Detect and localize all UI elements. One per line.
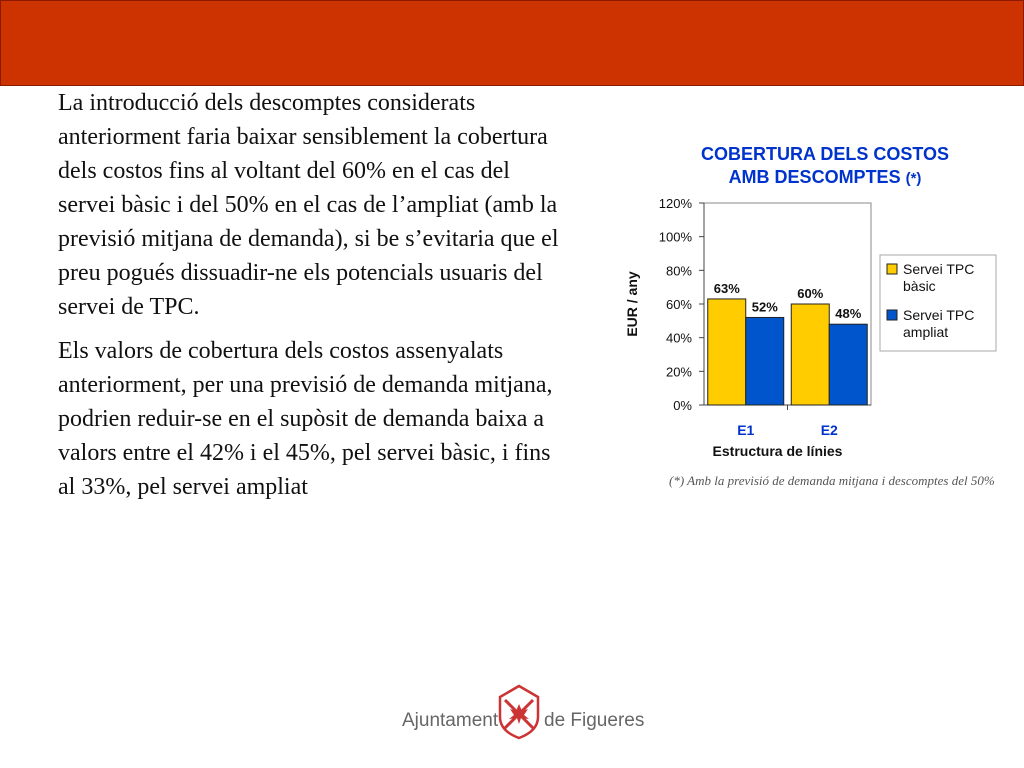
bar-e2-series-2 [829, 324, 867, 405]
legend-label-1-line-1: Servei TPC [903, 261, 975, 277]
logo-text-left: Ajuntament [402, 710, 499, 731]
bar-e1-series-2 [746, 317, 784, 405]
bar-e1-series-1 [708, 299, 746, 405]
city-logo [398, 684, 648, 744]
x-category-label: E2 [820, 422, 838, 438]
bar-e2-series-1 [791, 304, 829, 405]
y-tick-label: 0% [673, 398, 692, 413]
data-label: 60% [797, 286, 824, 301]
y-tick-label: 60% [665, 297, 692, 312]
data-label: 52% [751, 299, 778, 315]
chart-footnote: (*) Amb la previsió de demanda mitjana i descomptes del 50% [669, 473, 995, 488]
legend-swatch-1 [887, 264, 897, 274]
legend-label-2-line-1: Servei TPC [903, 307, 975, 323]
y-tick-label: 120% [658, 196, 692, 211]
coat-of-arms-icon [496, 684, 542, 740]
paragraph-2: Els valors de cobertura dels costos assenyalats anteriorment, per una previsió de demanda mitjana, podrien reduir-se en el supòsit de demanda baixa a valors entre el 42% i el 45%, pel servei bàsic, i fins al 33%, pel servei ampliat [58, 338, 553, 500]
chart-title-note: (*) [905, 170, 922, 187]
data-label: 63% [713, 280, 740, 296]
y-tick-label: 80% [665, 263, 692, 279]
x-category-label: E1 [737, 422, 755, 438]
chart-title-line-2-text: AMB DESCOMPTES [728, 167, 901, 187]
y-tick-label: 40% [665, 330, 692, 346]
y-tick-label: 100% [658, 229, 692, 245]
legend-label-2-line-2: ampliat [903, 324, 949, 340]
x-axis-title: Estructura de línies [712, 443, 843, 459]
legend-label-1-line-2: bàsic [903, 278, 936, 294]
y-axis-title: EUR / any [624, 271, 640, 337]
data-label: 48% [835, 306, 862, 322]
y-tick-label: 20% [665, 364, 692, 380]
chart-title-line-1: COBERTURA DELS COSTOS [700, 144, 950, 164]
logo-text-right: de Figueres [544, 710, 645, 731]
legend-swatch-2 [887, 310, 897, 320]
paragraph-1: La introducció dels descomptes considerats anteriorment faria baixar sensiblement la cobertura dels costos fins al voltant del 60% en el cas del servei bàsic i del 50% en el cas de l’ampliat (amb la previsió mitjana de demanda), si be s’evitaria que el preu pogués dissuadir-ne els potencials usuaris del servei de TPC. [58, 90, 559, 320]
